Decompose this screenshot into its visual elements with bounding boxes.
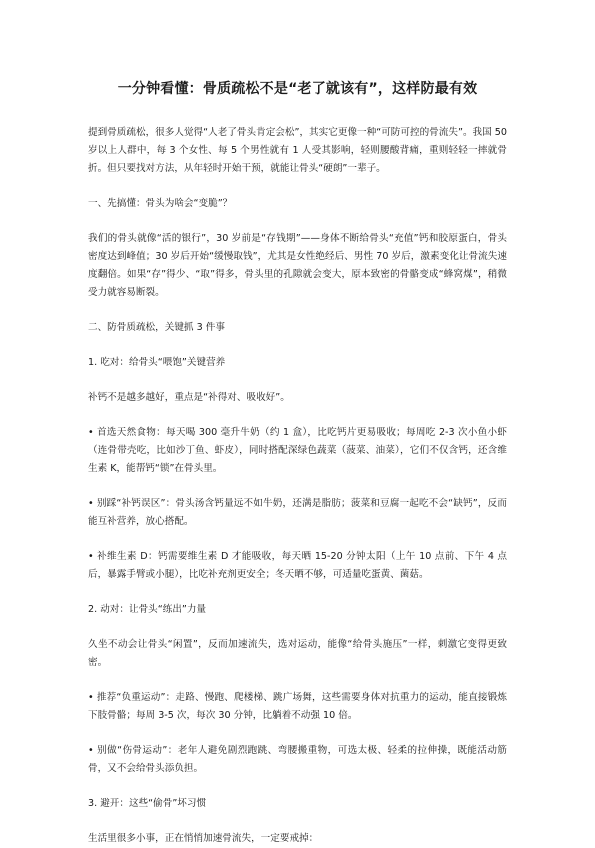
section1-body: 我们的骨头就像“活的银行”，30 岁前是“存钱期”——身体不断给骨头“充值”钙和胶原蛋白，骨头密度达到峰值；30 岁后开始“缓慢取钱”，尤其是女性绝经后、男性 70 岁后，激素变化让骨流失速度翻倍。如果“存”得少、“取”得多，骨头里的孔隙就会变大，原本致密的骨骼变成“蜂窝煤”，稍微受力就容易断裂。	[88, 233, 507, 298]
item1-bullet: • 首选天然食物：每天喝 300 毫升牛奶（约 1 盒），比吃钙片更易吸收；每周吃 2-3 次小鱼小虾（连骨带壳吃，比如沙丁鱼、虾皮），同时搭配深绿色蔬菜（菠菜、油菜），它们不仅含钙，还含维生素 K，能帮钙“锁”在骨头里。	[88, 427, 507, 474]
item1-bullet: • 补维生素 D：钙需要维生素 D 才能吸收，每天晒 15-20 分钟太阳（上午 10 点前、下午 4 点后，暴露手臂或小腿），比吃补充剂更安全；冬天晒不够，可适量吃蛋黄、菌菇。	[88, 551, 507, 580]
item1-bullet: • 别踩“补钙误区”：骨头汤含钙量远不如牛奶，还满是脂肪；菠菜和豆腐一起吃不会“缺钙”，反而能互补营养，放心搭配。	[88, 498, 507, 527]
section2-heading: 二、防骨质疏松，关键抓 3 件事	[88, 322, 225, 333]
item2-lead: 久坐不动会让骨头“闲置”，反而加速流失，选对运动，能像“给骨头施压”一样，刺激它变得更致密。	[88, 639, 507, 668]
item2-bullet: • 推荐“负重运动”：走路、慢跑、爬楼梯、跳广场舞，这些需要身体对抗重力的运动，能直接锻炼下肢骨骼；每周 3-5 次，每次 30 分钟，比躺着不动强 10 倍。	[88, 692, 507, 721]
item3-lead: 生活里很多小事，正在悄悄加速骨流失，一定要戒掉：	[88, 833, 319, 844]
item2-heading: 2. 动对：让骨头“练出”力量	[88, 604, 207, 615]
item1-lead: 补钙不是越多越好，重点是“补得对、吸收好”。	[88, 392, 290, 403]
item1-heading: 1. 吃对：给骨头“喂饱”关键营养	[88, 357, 226, 368]
intro-paragraph: 提到骨质疏松，很多人觉得“人老了骨头肯定会松”，其实它更像一种“可防可控的骨流失”。我国 50 岁以上人群中，每 3 个女性、每 5 个男性就有 1 人受其影响，轻则腰酸背痛，重则轻轻一摔就骨折。但只要找对方法，从年轻时开始干预，就能让骨头“硬朗”一辈子。	[88, 127, 507, 174]
section1-heading: 一、先搞懂：骨头为啥会“变脆”？	[88, 198, 233, 209]
item3-heading: 3. 避开：这些“偷骨”坏习惯	[88, 798, 207, 809]
item2-bullet: • 别做“伤骨运动”：老年人避免剧烈跑跳、弯腰搬重物，可选太极、轻柔的拉伸操，既能活动筋骨，又不会给骨头添负担。	[88, 745, 507, 774]
document-title: 一分钟看懂：骨质疏松不是“老了就该有”，这样防最有效	[117, 81, 478, 97]
